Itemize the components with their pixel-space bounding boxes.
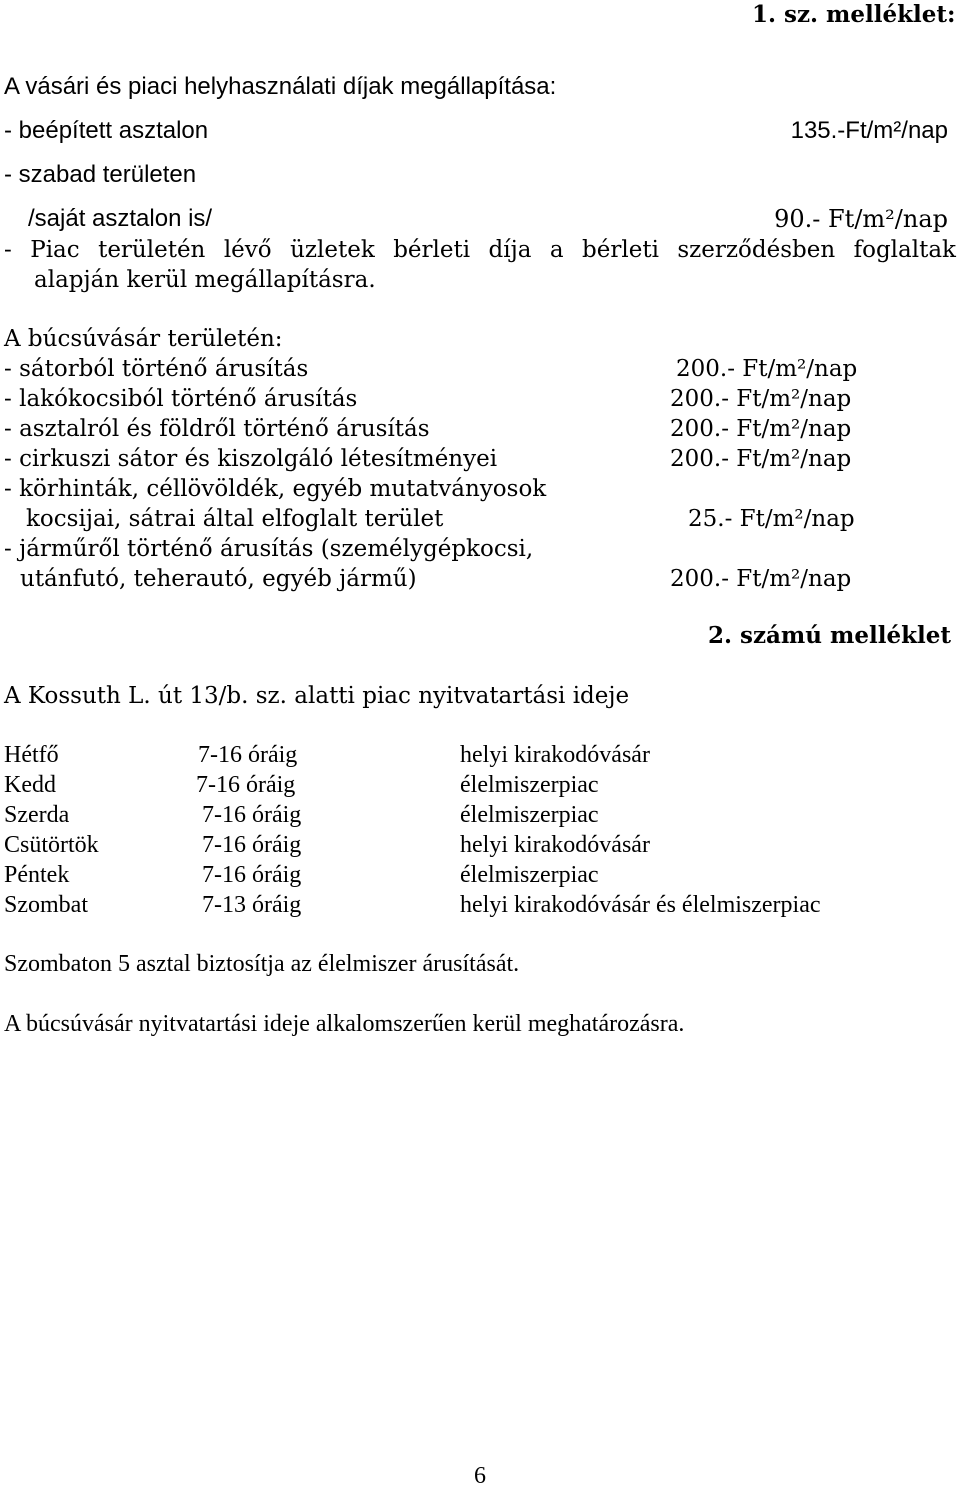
annex-1-label: 1. sz. melléklet: (752, 1, 956, 28)
fair-item-label: - cirkuszi sátor és kiszolgáló létesítményei (4, 446, 498, 472)
fair-opening-note: A búcsúvásár nyitvatartási ideje alkalomszerűen kerül meghatározásra. (4, 1011, 685, 1037)
own-table-value: 90.- Ft/m²/nap (774, 205, 948, 233)
schedule-type: élelmiszerpiac (460, 802, 599, 828)
fee-intro: A vásári és piaci helyhasználati díjak megállapítása: (4, 73, 557, 100)
fair-heading: A búcsúvásár területén: (4, 326, 283, 352)
fair-item-value: 200.- Ft/m²/nap (670, 386, 852, 412)
shops-rent-line1: - Piac területén lévő üzletek bérleti díja a bérleti szerződésben foglaltak (4, 237, 956, 263)
vehicle-value: 200.- Ft/m²/nap (670, 566, 852, 592)
schedule-day: Kedd (4, 772, 56, 798)
schedule-hours: 7-16 óráig (198, 742, 298, 768)
fair-item-value: 200.- Ft/m²/nap (670, 416, 852, 442)
schedule-day: Hétfő (4, 742, 59, 768)
carousel-label-line1: - körhinták, céllövöldék, egyéb mutatványosok (4, 476, 547, 502)
annex-2-label: 2. számú melléklet (708, 622, 952, 649)
fair-item-label: - asztalról és földről történő árusítás (4, 416, 430, 442)
built-table-value: 135.-Ft/m²/nap (790, 117, 948, 144)
carousel-value: 25.- Ft/m²/nap (688, 506, 855, 532)
fair-item-label: - lakókocsiból történő árusítás (4, 386, 358, 412)
schedule-hours: 7-16 óráig (202, 802, 302, 828)
shops-rent-line2: alapján kerül megállapításra. (34, 267, 376, 293)
schedule-hours: 7-16 óráig (202, 862, 302, 888)
own-table-label: /saját asztalon is/ (28, 205, 213, 232)
fair-item-value: 200.- Ft/m²/nap (670, 446, 852, 472)
schedule-day: Péntek (4, 862, 70, 888)
carousel-label-line2: kocsijai, sátrai által elfoglalt terület (26, 506, 444, 532)
schedule-day: Csütörtök (4, 832, 99, 858)
schedule-hours: 7-16 óráig (202, 832, 302, 858)
schedule-type: helyi kirakodóvásár és élelmiszerpiac (460, 892, 821, 918)
vehicle-label-line2: utánfutó, teherautó, egyéb jármű) (20, 566, 417, 592)
fair-item-label: - sátorból történő árusítás (4, 356, 309, 382)
schedule-hours: 7-13 óráig (202, 892, 302, 918)
schedule-type: élelmiszerpiac (460, 772, 599, 798)
schedule-type: élelmiszerpiac (460, 862, 599, 888)
saturday-note: Szombaton 5 asztal biztosítja az élelmiszer árusítását. (4, 951, 520, 977)
vehicle-label-line1: - járműről történő árusítás (személygépkocsi, (4, 536, 534, 562)
schedule-day: Szerda (4, 802, 70, 828)
schedule-hours: 7-16 óráig (196, 772, 296, 798)
page-number: 6 (474, 1463, 486, 1489)
schedule-type: helyi kirakodóvásár (460, 742, 650, 768)
fair-item-value: 200.- Ft/m²/nap (676, 356, 858, 382)
built-table-label: - beépített asztalon (4, 117, 209, 144)
free-area-label: - szabad területen (4, 161, 197, 188)
opening-hours-heading: A Kossuth L. út 13/b. sz. alatti piac nyitvatartási ideje (4, 683, 630, 709)
schedule-day: Szombat (4, 892, 88, 918)
schedule-type: helyi kirakodóvásár (460, 832, 650, 858)
